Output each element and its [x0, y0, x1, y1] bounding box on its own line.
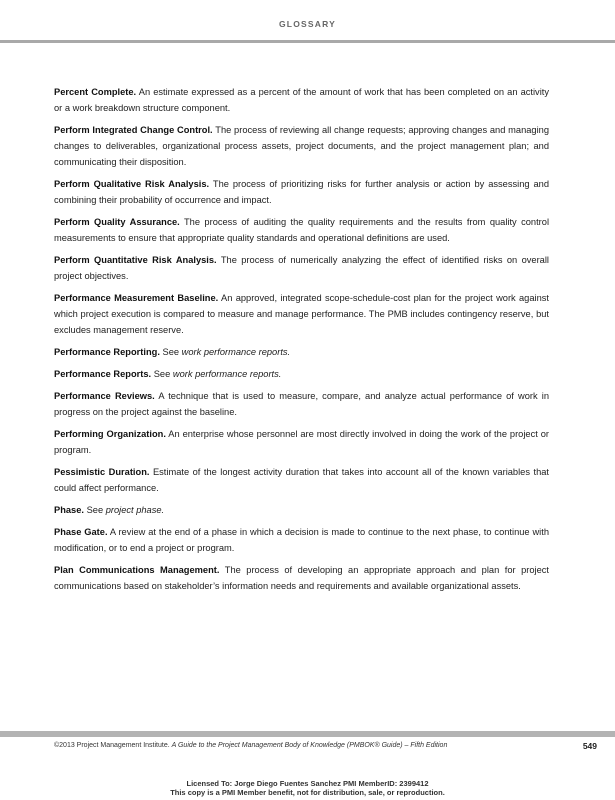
glossary-entry-plan-communications-management: [54, 562, 549, 594]
glossary-entry-perform-integrated-change-control: [54, 122, 549, 170]
glossary-term: Performing Organization.: [54, 429, 166, 439]
glossary-definition: An enterprise whose personnel are most directly involved in doing the work of the project or program.: [54, 429, 549, 455]
glossary-definition: An estimate expressed as a percent of the amount of work that has been completed on an activity or a work breakdown structure component.: [54, 87, 549, 113]
glossary-entry-performance-reports: [54, 366, 549, 382]
glossary-definition: The process of developing an appropriate approach and plan for project communications based on stakeholder’s information needs and requirements and available organizational assets.: [54, 565, 550, 591]
glossary-term: Performance Measurement Baseline.: [54, 293, 219, 303]
cross-reference-link[interactable]: work performance reports.: [172, 369, 282, 379]
glossary-term: Pessimistic Duration.: [54, 467, 150, 477]
glossary-entry-phase-gate: [54, 524, 549, 556]
glossary-term: Performance Reporting.: [54, 347, 160, 357]
header-rule: [0, 40, 615, 43]
glossary-entry-phase: [54, 502, 549, 518]
glossary-term: Phase.: [54, 505, 84, 515]
page-number: 549: [582, 741, 597, 751]
glossary-term: Perform Quantitative Risk Analysis.: [54, 255, 217, 265]
cross-reference-link[interactable]: work performance reports.: [181, 347, 291, 357]
book-title: A Guide to the Project Management Body of Knowledge (PMBOK® Guide) – Fifth Edition: [171, 742, 448, 749]
see-label: See: [83, 505, 106, 515]
glossary-term: Performance Reports.: [54, 369, 152, 379]
glossary-definition: The process of prioritizing risks for further analysis or action by assessing and combining their probability of occurrence and impact.: [54, 179, 549, 205]
glossary-entry-performing-organization: [54, 426, 549, 458]
glossary-term: Plan Communications Management.: [54, 565, 220, 575]
glossary-term: Percent Complete.: [54, 87, 137, 97]
footer-rule: [0, 731, 615, 737]
glossary-entry-perform-qualitative-risk-analysis: [54, 176, 549, 208]
running-header-title: GLOSSARY: [279, 19, 336, 29]
glossary-entry-performance-reviews: [54, 388, 549, 420]
glossary-entry-performance-measurement-baseline: [54, 290, 549, 338]
glossary-term: Perform Quality Assurance.: [54, 217, 180, 227]
see-label: See: [151, 369, 173, 379]
see-label: See: [159, 347, 182, 357]
glossary-entry-perform-quality-assurance: [54, 214, 549, 246]
glossary-entry-percent-complete: [54, 84, 549, 116]
copyright-text: ©2013 Project Management Institute.: [54, 742, 172, 749]
glossary-definition: The process of reviewing all change requests; approving changes and managing changes to deliverables, organizational process assets, project documents, and the project management plan; and communicating their disposition.: [54, 125, 550, 167]
glossary-entry-perform-quantitative-risk-analysis: [54, 252, 549, 284]
glossary-definition: An approved, integrated scope-schedule-cost plan for the project work against which project execution is compared to measure and manage performance. The PMB includes contingency reserve, but excludes management reserve.: [54, 293, 549, 335]
glossary-definition: A technique that is used to measure, compare, and analyze actual performance of work in progress on the project against the baseline.: [54, 391, 549, 417]
glossary-entries: [54, 84, 549, 600]
glossary-term: Phase Gate.: [54, 527, 108, 537]
footer-copyright: [54, 742, 447, 749]
glossary-entry-pessimistic-duration: [54, 464, 549, 496]
glossary-term: Perform Qualitative Risk Analysis.: [54, 179, 210, 189]
license-line-1: Licensed To: Jorge Diego Fuentes Sanchez PMI MemberID: 2399412: [186, 779, 429, 788]
glossary-definition: The process of numerically analyzing the effect of identified risks on overall project objectives.: [54, 255, 549, 281]
glossary-definition: Estimate of the longest activity duration that takes into account all of the known variables that could affect performance.: [54, 467, 549, 493]
glossary-entry-performance-reporting: [54, 344, 549, 360]
glossary-term: Perform Integrated Change Control.: [54, 125, 213, 135]
glossary-definition: A review at the end of a phase in which a decision is made to continue to the next phase, to continue with modification, or to end a project or program.: [54, 527, 549, 553]
glossary-definition: The process of auditing the quality requirements and the results from quality control measurements to ensure that appropriate quality standards and operational definitions are used.: [54, 217, 550, 243]
glossary-term: Performance Reviews.: [54, 391, 155, 401]
license-line-2: This copy is a PMI Member benefit, not for distribution, sale, or reproduction.: [170, 788, 445, 797]
cross-reference-link[interactable]: project phase.: [105, 505, 165, 515]
license-notice: [0, 779, 615, 797]
